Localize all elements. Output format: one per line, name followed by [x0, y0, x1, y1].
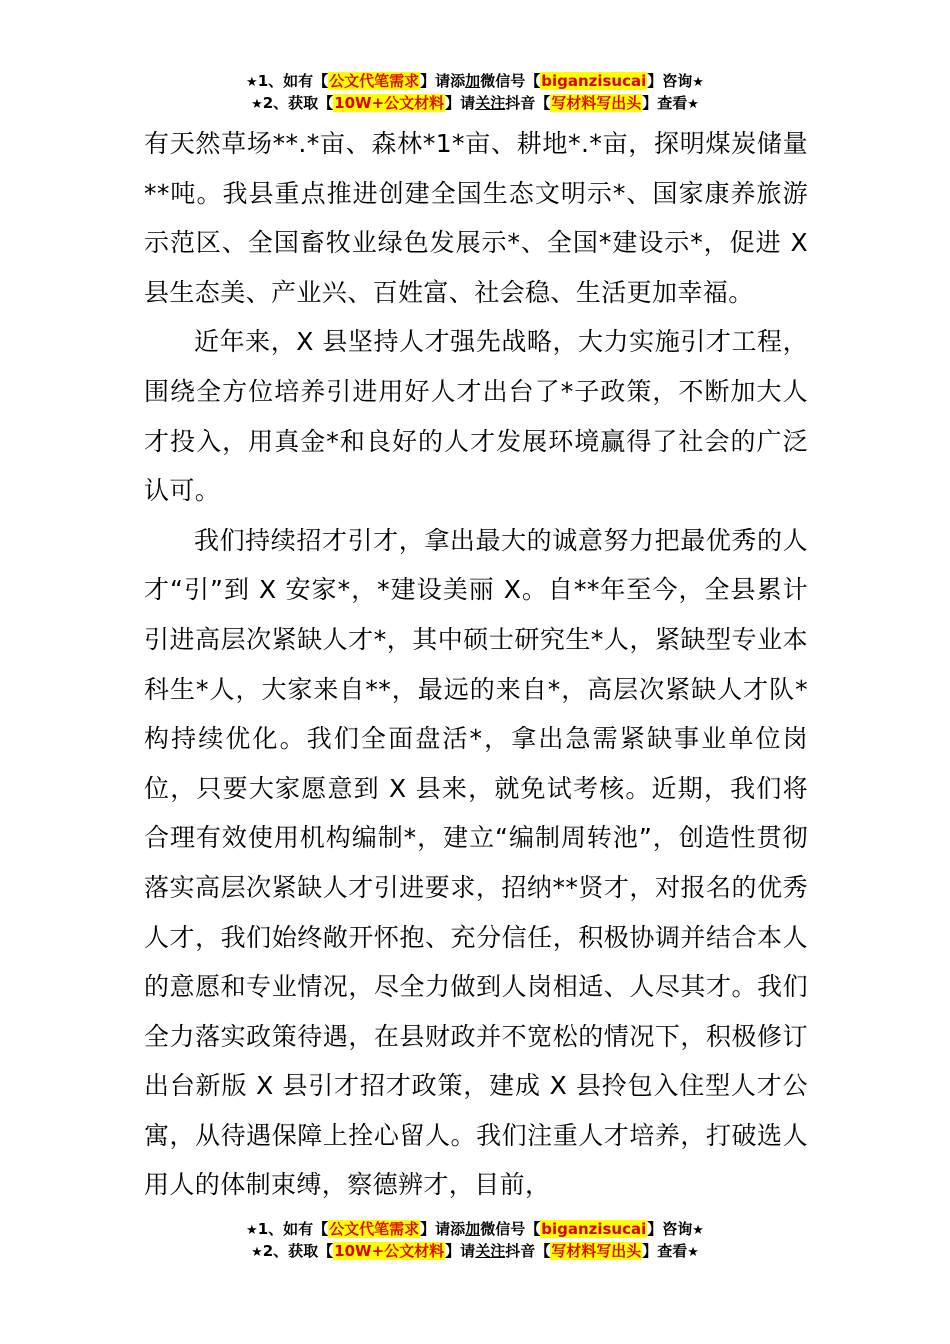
- star-icon: ★: [251, 97, 263, 112]
- banner-text: 抖音【: [505, 94, 551, 112]
- banner-text: 】查看: [642, 1242, 688, 1260]
- underlined-text: 加: [465, 1220, 481, 1238]
- header-banner: [0, 70, 950, 114]
- banner-text: 】请: [445, 1242, 476, 1260]
- banner-text: 2、获取【: [262, 1242, 334, 1260]
- star-icon: ★: [246, 1223, 258, 1238]
- underlined-text: 加: [465, 72, 481, 90]
- underlined-text: 关注: [475, 94, 506, 112]
- star-icon: ★: [687, 97, 699, 112]
- highlight-service: 公文代笔需求: [329, 1220, 420, 1238]
- highlight-materials: 10W+公文材料: [334, 94, 445, 112]
- paragraph: 我们持续招才引才，拿出最大的诚意努力把最优秀的人才“引”到 X 安家*，*建设美丽 X。自**年至今，全县累计引进高层次紧缺人才*，其中硕士研究生*人，紧缺型专业本科生*人，大家来自**，最远的来自*，高层次紧缺人才队*构持续优化。我们全面盘活*，拿出急需紧缺事业单位岗位，只要大家愿意到 X 县来，就免试考核。近期，我们将合理有效使用机构编制*，建立“编制周转池”，创造性贯彻落实高层次紧缺人才引进要求，招纳**贤才，对报名的优秀人才，我们始终敞开怀抱、充分信任，积极协调并结合本人的意愿和专业情况，尽全力做到人岗相适、人尽其才。我们全力落实政策待遇，在县财政并不宽松的情况下，积极修订出台新版 X 县引才招才政策，建成 X 县拎包入住型人才公寓，从待遇保障上拴心留人。我们注重人才培养，打破选人用人的体制束缚，察德辨才，目前，: [144, 525, 808, 1200]
- highlight-wechat-id: biganzisucai: [541, 72, 647, 90]
- highlight-wechat-id: biganzisucai: [541, 1220, 647, 1238]
- banner-line-2: [0, 1240, 950, 1262]
- star-icon: ★: [251, 1245, 263, 1260]
- paragraph-continued: 有天然草场**.*亩、森林*1*亩、耕地*.*亩，探明煤炭储量**吨。我县重点推进创建全国生态文明示*、国家康养旅游示范区、全国畜牧业绿色发展示*、全国*建设示*，促进 X 县生态美、产业兴、百姓富、社会稳、生活更加幸福。: [144, 129, 808, 307]
- paragraph: 近年来，X 县坚持人才强先战略，大力实施引才工程，围绕全方位培养引进用好人才出台了*子政策，不断加大人才投入，用真金*和良好的人才发展环境赢得了社会的广泛认可。: [144, 327, 808, 506]
- banner-text: 1、如有【: [257, 72, 329, 90]
- highlight-service: 公文代笔需求: [329, 72, 420, 90]
- banner-text: 】请添: [420, 72, 466, 90]
- highlight-douyin-account: 写材料写出头: [551, 1242, 642, 1260]
- banner-text: 2、获取【: [262, 94, 334, 112]
- highlight-douyin-account: 写材料写出头: [551, 94, 642, 112]
- star-icon: ★: [692, 75, 704, 90]
- banner-line-1: [0, 70, 950, 92]
- banner-text: 】请添: [420, 1220, 466, 1238]
- banner-text: 】请: [445, 94, 476, 112]
- banner-text: 1、如有【: [257, 1220, 329, 1238]
- banner-text: 微信号【: [480, 72, 541, 90]
- star-icon: ★: [246, 75, 258, 90]
- banner-text: 抖音【: [505, 1242, 551, 1260]
- banner-text: 】咨询: [647, 1220, 693, 1238]
- banner-text: 】查看: [642, 94, 688, 112]
- highlight-materials: 10W+公文材料: [334, 1242, 445, 1260]
- banner-text: 】咨询: [647, 72, 693, 90]
- star-icon: ★: [687, 1245, 699, 1260]
- banner-line-2: [0, 92, 950, 114]
- star-icon: ★: [692, 1223, 704, 1238]
- underlined-text: 关注: [475, 1242, 506, 1260]
- banner-line-1: [0, 1218, 950, 1240]
- footer-banner: [0, 1218, 950, 1262]
- banner-text: 微信号【: [480, 1220, 541, 1238]
- document-body: [144, 119, 808, 1210]
